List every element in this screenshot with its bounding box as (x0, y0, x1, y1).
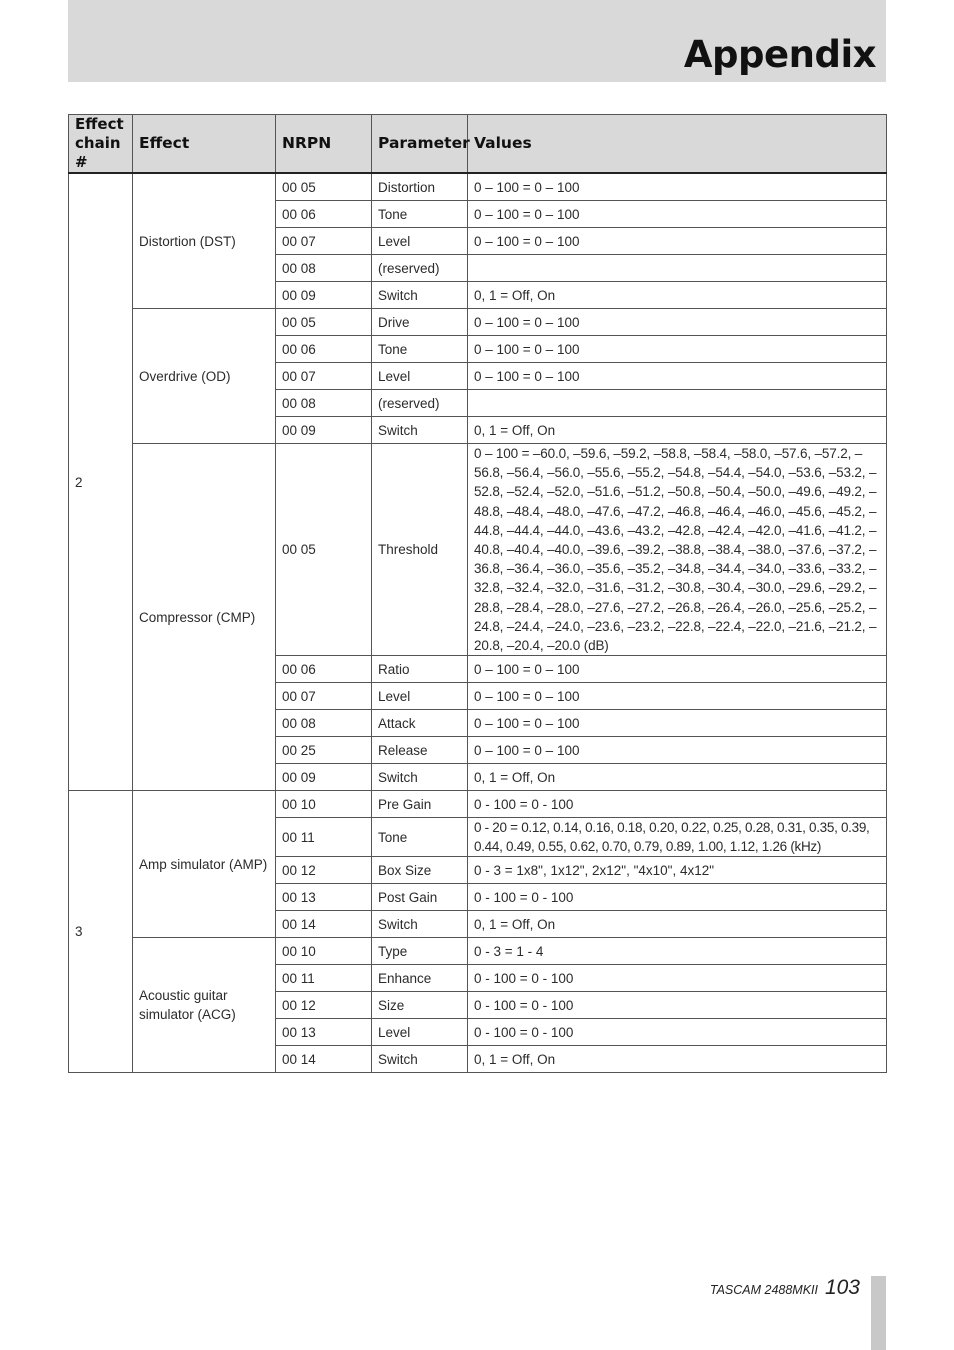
page-edge-tab (871, 1276, 886, 1350)
values-cell: 0 - 100 = 0 - 100 (468, 884, 887, 911)
nrpn-cell: 00 06 (276, 201, 372, 228)
parameter-cell: (reserved) (372, 390, 468, 417)
nrpn-cell: 00 12 (276, 857, 372, 884)
parameter-cell: Level (372, 228, 468, 255)
parameter-cell: Threshold (372, 444, 468, 656)
effect-name-cell: Compressor (CMP) (133, 444, 276, 791)
parameter-cell: Attack (372, 710, 468, 737)
nrpn-cell: 00 10 (276, 791, 372, 818)
values-cell: 0 – 100 = 0 – 100 (468, 201, 887, 228)
parameter-cell: Tone (372, 201, 468, 228)
column-header-effect-chain: Effect chain # (69, 115, 133, 174)
parameter-cell: Level (372, 1019, 468, 1046)
effect-name-cell: Amp simulator (AMP) (133, 791, 276, 938)
values-cell: 0 – 100 = 0 – 100 (468, 336, 887, 363)
values-cell: 0 – 100 = 0 – 100 (468, 228, 887, 255)
table-body (69, 173, 887, 1073)
parameter-cell: Distortion (372, 173, 468, 201)
effect-chain-cell: 2 (69, 173, 133, 791)
values-cell: 0 – 100 = 0 – 100 (468, 710, 887, 737)
values-cell: 0 – 100 = 0 – 100 (468, 737, 887, 764)
nrpn-cell: 00 09 (276, 282, 372, 309)
parameter-cell: Enhance (372, 965, 468, 992)
parameter-cell: Switch (372, 764, 468, 791)
parameter-cell: Post Gain (372, 884, 468, 911)
effect-name-cell: Overdrive (OD) (133, 309, 276, 444)
effect-chain-cell: 3 (69, 791, 133, 1073)
nrpn-cell: 00 06 (276, 336, 372, 363)
values-cell: 0, 1 = Off, On (468, 1046, 887, 1073)
nrpn-cell: 00 08 (276, 710, 372, 737)
parameter-cell: Switch (372, 417, 468, 444)
column-header-effect: Effect (133, 115, 276, 174)
parameter-table (68, 114, 887, 1073)
values-cell: 0 - 3 = 1 - 4 (468, 938, 887, 965)
nrpn-cell: 00 11 (276, 818, 372, 857)
parameter-cell: (reserved) (372, 255, 468, 282)
nrpn-cell: 00 08 (276, 390, 372, 417)
column-header-nrpn: NRPN (276, 115, 372, 174)
nrpn-cell: 00 07 (276, 228, 372, 255)
values-cell (468, 255, 887, 282)
table-row (69, 791, 887, 818)
values-cell: 0 - 100 = 0 - 100 (468, 791, 887, 818)
nrpn-cell: 00 14 (276, 911, 372, 938)
parameter-cell: Switch (372, 282, 468, 309)
parameter-cell: Level (372, 683, 468, 710)
nrpn-cell: 00 11 (276, 965, 372, 992)
values-cell: 0, 1 = Off, On (468, 764, 887, 791)
nrpn-cell: 00 12 (276, 992, 372, 1019)
parameter-cell: Type (372, 938, 468, 965)
nrpn-cell: 00 05 (276, 309, 372, 336)
parameter-cell: Switch (372, 911, 468, 938)
table-row (69, 173, 887, 201)
values-cell: 0 - 100 = 0 - 100 (468, 992, 887, 1019)
table-header-row (69, 115, 887, 174)
column-header-parameter: Parameter (372, 115, 468, 174)
parameter-cell: Box Size (372, 857, 468, 884)
nrpn-cell: 00 10 (276, 938, 372, 965)
column-header-values: Values (468, 115, 887, 174)
values-cell: 0 - 20 = 0.12, 0.14, 0.16, 0.18, 0.20, 0.22, 0.25, 0.28, 0.31, 0.35, 0.39, 0.44, 0.49, 0.55, 0.62, 0.70, 0.79, 0.89, 1.00, 1.12, 1.26 (kHz) (468, 818, 887, 857)
nrpn-cell: 00 06 (276, 656, 372, 683)
table-row (69, 938, 887, 965)
values-cell: 0 – 100 = 0 – 100 (468, 309, 887, 336)
nrpn-cell: 00 05 (276, 444, 372, 656)
nrpn-cell: 00 07 (276, 363, 372, 390)
values-cell: 0 - 3 = 1x8", 1x12", 2x12", "4x10", 4x12" (468, 857, 887, 884)
table-row (69, 444, 887, 656)
parameter-cell: Release (372, 737, 468, 764)
effect-name-cell: Acoustic guitar simulator (ACG) (133, 938, 276, 1073)
footer-brand: TASCAM 2488MKII (709, 1283, 818, 1297)
parameter-cell: Size (372, 992, 468, 1019)
parameter-cell: Drive (372, 309, 468, 336)
nrpn-cell: 00 09 (276, 417, 372, 444)
nrpn-cell: 00 05 (276, 173, 372, 201)
nrpn-cell: 00 13 (276, 884, 372, 911)
nrpn-cell: 00 08 (276, 255, 372, 282)
parameter-cell: Switch (372, 1046, 468, 1073)
values-cell: 0 – 100 = 0 – 100 (468, 656, 887, 683)
parameter-cell: Ratio (372, 656, 468, 683)
nrpn-cell: 00 14 (276, 1046, 372, 1073)
values-cell: 0 – 100 = 0 – 100 (468, 173, 887, 201)
nrpn-cell: 00 13 (276, 1019, 372, 1046)
parameter-cell: Tone (372, 336, 468, 363)
values-cell (468, 390, 887, 417)
values-cell: 0, 1 = Off, On (468, 911, 887, 938)
values-cell: 0, 1 = Off, On (468, 282, 887, 309)
values-cell: 0 - 100 = 0 - 100 (468, 1019, 887, 1046)
parameter-cell: Pre Gain (372, 791, 468, 818)
nrpn-cell: 00 25 (276, 737, 372, 764)
parameter-cell: Level (372, 363, 468, 390)
values-cell: 0 – 100 = 0 – 100 (468, 683, 887, 710)
table-row (69, 309, 887, 336)
values-cell: 0 - 100 = 0 - 100 (468, 965, 887, 992)
page-number: 103 (824, 1276, 860, 1299)
values-cell: 0, 1 = Off, On (468, 417, 887, 444)
values-cell: 0 – 100 = –60.0, –59.6, –59.2, –58.8, –58.4, –58.0, –57.6, –57.2, –56.8, –56.4, –56.0, –55.6, –55.2, –54.8, –54.4, –54.0, –53.6, –53.2, –52.8, –52.4, –52.0, –51.6, –51.2, –50.8, –50.4, –50.0, –49.6, –49.2, –48.8, –48.4, –48.0, –47.6, –47.2, –46.8, –46.4, –46.0, –45.6, –45.2, –44.8, –44.4, –44.0, –43.6, –43.2, –42.8, –42.4, –42.0, –41.6, –41.2, –40.8, –40.4, –40.0, –39.6, –39.2, –38.8, –38.4, –38.0, –37.6, –37.2, –36.8, –36.4, –36.0, –35.6, –35.2, –34.8, –34.4, –34.0, –33.6, –33.2, –32.8, –32.4, –32.0, –31.6, –31.2, –30.8, –30.4, –30.0, –29.6, –29.2, –28.8, –28.4, –28.0, –27.6, –27.2, –26.8, –26.4, –26.0, –25.6, –25.2, –24.8, –24.4, –24.0, –23.6, –23.2, –22.8, –22.4, –22.0, –21.6, –21.2, –20.8, –20.4, –20.0 (dB) (468, 444, 887, 656)
nrpn-cell: 00 07 (276, 683, 372, 710)
parameter-cell: Tone (372, 818, 468, 857)
values-cell: 0 – 100 = 0 – 100 (468, 363, 887, 390)
nrpn-cell: 00 09 (276, 764, 372, 791)
effect-name-cell: Distortion (DST) (133, 173, 276, 309)
page-title: Appendix (683, 33, 876, 76)
header-band (68, 0, 886, 82)
